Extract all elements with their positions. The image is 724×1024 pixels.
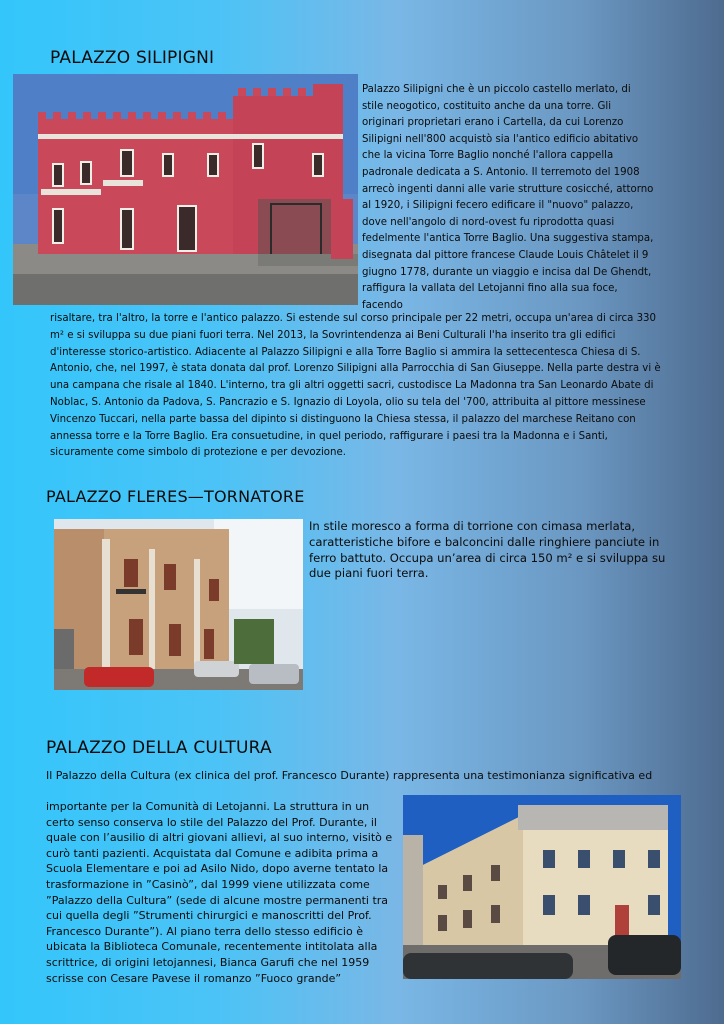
paragraph-cultura-full: Il Palazzo della Cultura (ex clinica del prof. Francesco Durante) rappresenta una testimonianza significativa ed bbox=[46, 769, 653, 782]
section-title-fleres-tornatore: PALAZZO FLERES—TORNATORE bbox=[46, 487, 305, 506]
paragraph-fleres-tornatore: In stile moresco a forma di torrione con cimasa merlata, caratteristiche bifore e balconcini dalle ringhiere panciute in ferro battuto. Occupa un’area di circa 150 m² e si sviluppa su due piani fuori terra. bbox=[309, 519, 666, 581]
paragraph-cultura-wrapped: importante per la Comunità di Letojanni. La struttura in un certo senso conserva lo stile del Palazzo del Prof. Durante, il quale con l’ausilio di altri giovani allievi, al suo interno, visitò e curò tanti pazienti. Acquistata dal Comune e adibita prima a Scuola Elementare e poi ad Asilo Nido, dopo averne tentato la trasformazione in ”Casinò”, dal 1999 viene utilizzata come ”Palazzo della Cultura” (sede di alcune mostre permanenti tra cui quella degli ”Strumenti chirurgici e manoscritti del Prof. Francesco Durante”). Al piano terra dello stesso edificio è ubicata la Biblioteca Comunale, recentemente intitolata alla scrittrice, di origini letojannesi, Bianca Garufi che nel 1959 scrisse con Cesare Pavese il romanzo ”Fuoco grande” bbox=[46, 800, 393, 985]
section-title-palazzo-cultura: PALAZZO DELLA CULTURA bbox=[46, 738, 272, 758]
photo-palazzo-della-cultura bbox=[403, 795, 681, 979]
paragraph-silipigni-full: risaltare, tra l'altro, la torre e l'antico palazzo. Si estende sul corso principale per 22 metri, occupa un'area di circa 330 m² e si sviluppa su due piani fuori terra. Nel 2013, la Sovrintendenza ai Beni Culturali l'ha inserito tra gli edifici d'interesse storico-artistico. Adiacente al Palazzo Silipigni e alla Torre Baglio si ammira la settecentesca Chiesa di S. Antonio, che, nel 1997, è stata donata dal prof. Lorenzo Silipigni alla Parrocchia di San Giuseppe. Nella parte destra vi è una campana che risale al 1840. L'interno, tra gli altri oggetti sacri, custodisce La Madonna tra San Leonardo Abate di Noblac, S. Antonio da Padova, S. Pancrazio e S. Ignazio di Loyola, olio su tela del '700, attribuita al pittore messinese Vincenzo Tuccari, nella parte bassa del dipinto si distinguono la Chiesa stessa, il palazzo del marchese Reitano con annessa torre e la Torre Baglio. Era consuetudine, in quel periodo, raffigurare i paesi tra la Madonna e i Santi, sicuramente come simbolo di protezione e per devozione. bbox=[50, 313, 661, 459]
photo-palazzo-silipigni bbox=[13, 74, 358, 305]
paragraph-silipigni-wrapped: Palazzo Silipigni che è un piccolo castello merlato, di stile neogotico, costituito anche da una torre. Gli originari proprietari erano i Cartella, da cui Lorenzo Silipigni nell'800 acquistò sia l'antico edificio abitativo che la vicina Torre Baglio nonché l'allora cappella padronale dedicata a S. Antonio. Il terremoto del 1908 arrecò ingenti danni alle varie strutture cosicché, attorno al 1920, i Silipigni fecero edificare il "nuovo" palazzo, dove nell'angolo di nord-ovest fu riprodotta quasi fedelmente l'antica Torre Baglio. Una suggestiva stampa, disegnata dal pittore francese Claude Louis Châtelet il 9 giugno 1778, durante un viaggio e incisa dal De Ghendt, raffigura la vallata del Letojanni fino alla sua foce, facendo bbox=[362, 84, 654, 311]
photo-palazzo-fleres-tornatore bbox=[54, 519, 303, 690]
section-title-silipigni: PALAZZO SILIPIGNI bbox=[50, 48, 215, 68]
